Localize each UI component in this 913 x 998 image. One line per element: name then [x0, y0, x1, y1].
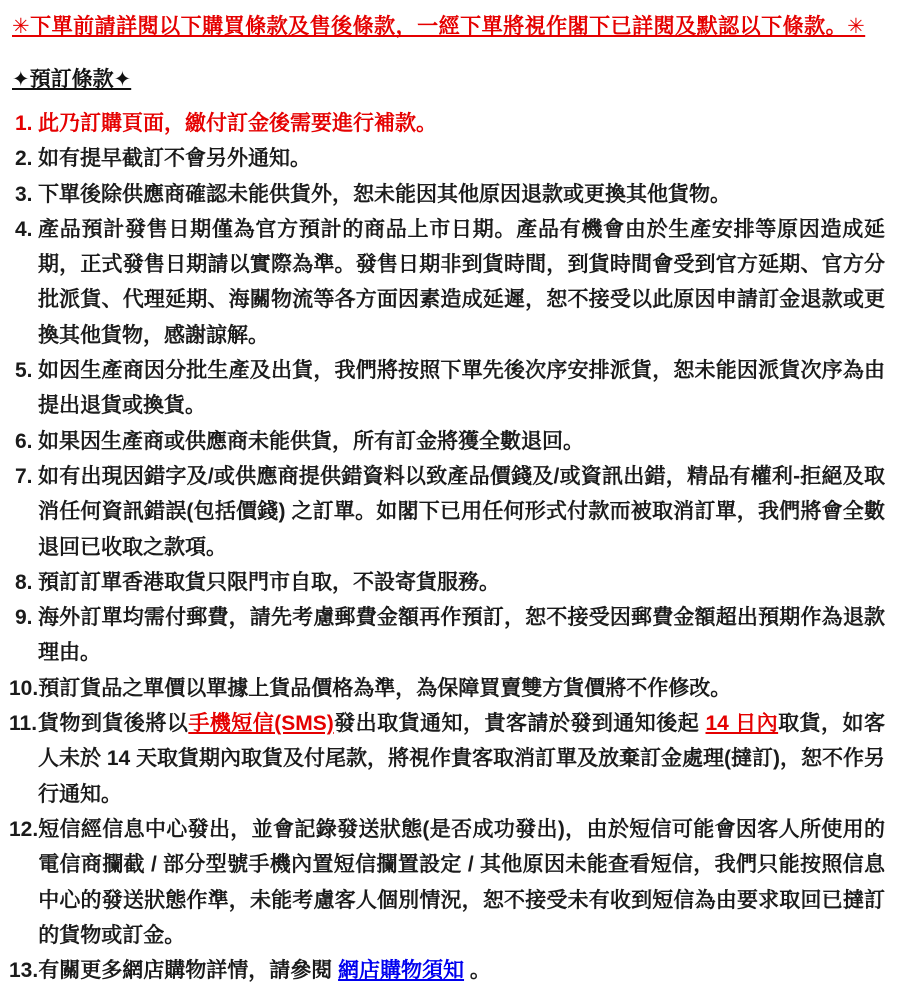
item-text	[38, 459, 885, 565]
item-number: 2.	[15, 147, 33, 171]
item-text-segment: 產品預計發售日期僅為官方預計的商品上市日期。產品有機會由於生產安排等原因造成延期，正式發售日期請以實際為準。發售日期非到貨時間，到貨時間會受到官方延期、官方分批派貨、代理延期、海關物流等各方面因素造成延遲，恕不接受以此原因申請訂金退款或更換其他貨物，感謝諒解。	[38, 217, 885, 347]
item-text	[38, 177, 885, 212]
item-text-segment: 此乃訂購頁面，繳付訂金後需要進行補款。	[38, 112, 437, 135]
item-text	[38, 424, 885, 459]
item-text	[38, 141, 885, 176]
item-text	[38, 353, 885, 424]
item-text-segment: 海外訂單均需付郵費，請先考慮郵費金額再作預訂，恕不接受因郵費金額超出預期作為退款理由。	[38, 606, 885, 665]
item-number: 4.	[15, 217, 33, 241]
item-text-segment: 如果因生產商或供應商未能供貨，所有訂金將獲全數退回。	[38, 429, 584, 453]
item-text	[38, 106, 885, 141]
item-text-segment: 預訂訂單香港取貨只限門市自取，不設寄貨服務。	[38, 570, 500, 594]
item-text-segment: 如有出現因錯字及/或供應商提供錯資料以致產品價錢及/或資訊出錯，精品有權利-拒絕及取消任何資訊錯誤(包括價錢) 之訂單。如閣下已用任何形式付款而被取消訂單，我們將會全數退回已收取之款項。	[38, 464, 885, 559]
item-number: 1.	[15, 112, 33, 135]
highlighted-text: 14 日內	[705, 712, 779, 736]
item-text	[38, 565, 885, 600]
item-number: 7.	[15, 464, 33, 488]
item-number: 12.	[9, 817, 39, 841]
item-text-segment: 短信經信息中心發出，並會記錄發送狀態(是否成功發出)，由於短信可能會因客人所使用的電信商攔截 / 部分型號手機內置短信攔置設定 / 其他原因未能查看短信，我們只能按照信息中心的發送狀態作準，未能考慮客人個別情況，恕不接受未有收到短信為由要求取回已撻訂的貨物或訂金。	[38, 817, 885, 947]
terms-item	[9, 706, 886, 812]
item-number: 9.	[15, 606, 33, 630]
item-text-segment: 貨物到貨後將以	[38, 712, 189, 736]
item-number: 10.	[9, 676, 39, 700]
item-number: 6.	[15, 429, 33, 453]
terms-item	[9, 812, 885, 953]
item-text	[38, 600, 885, 671]
item-text	[38, 812, 885, 953]
item-text	[38, 671, 885, 706]
terms-item	[12, 424, 885, 459]
item-text-segment: 預訂貨品之單價以單據上貨品價格為準，為保障買賣雙方貨價將不作修改。	[38, 676, 732, 700]
terms-item	[9, 953, 885, 988]
terms-item	[12, 106, 885, 141]
item-text-segment: 發出取貨通知，貴客請於發到通知後起	[333, 712, 706, 736]
item-number: 3.	[15, 182, 33, 206]
terms-list	[9, 106, 886, 988]
item-text	[38, 706, 885, 812]
terms-item	[9, 671, 885, 706]
item-number: 13.	[9, 959, 39, 983]
highlighted-text: 手機短信(SMS)	[188, 712, 334, 736]
terms-item	[12, 565, 885, 600]
item-text-segment: 下單後除供應商確認未能供貨外，恕未能因其他原因退款或更換其他貨物。	[38, 182, 731, 206]
terms-item	[12, 141, 885, 176]
shop-notice-link[interactable]: 網店購物須知	[338, 959, 465, 983]
preorder-terms-title	[12, 62, 885, 97]
purchase-notice-header: ✳下單前請詳閱以下購買條款及售後條款，一經下單將視作閣下已詳閱及默認以下條款。✳	[12, 15, 866, 38]
item-text-segment: 如因生產商因分批生產及出貨，我們將按照下單先後次序安排派貨，恕未能因派貨次序為由提出退貨或換貨。	[38, 359, 885, 418]
terms-item	[12, 459, 885, 565]
item-text-segment: 有關更多網店購物詳情，請參閱	[38, 959, 339, 983]
terms-item	[12, 600, 885, 671]
item-number: 11.	[9, 712, 38, 736]
item-number: 5.	[15, 359, 33, 383]
preorder-terms-title-text: ✦預訂條款✦	[12, 68, 132, 91]
item-text	[38, 953, 885, 988]
item-number: 8.	[15, 570, 33, 594]
item-text-segment: 如有提早截訂不會另外通知。	[38, 147, 311, 171]
item-text	[38, 212, 885, 353]
item-text-segment: 取貨，如客人未於 14 天取貨期內取貨及付尾款，將視作貴客取消訂單及放棄訂金處理(撻訂)，恕不作另行通知。	[38, 712, 886, 806]
terms-item	[12, 177, 885, 212]
terms-item	[12, 353, 885, 424]
item-text-segment: 。	[464, 959, 491, 983]
terms-item	[12, 212, 885, 353]
